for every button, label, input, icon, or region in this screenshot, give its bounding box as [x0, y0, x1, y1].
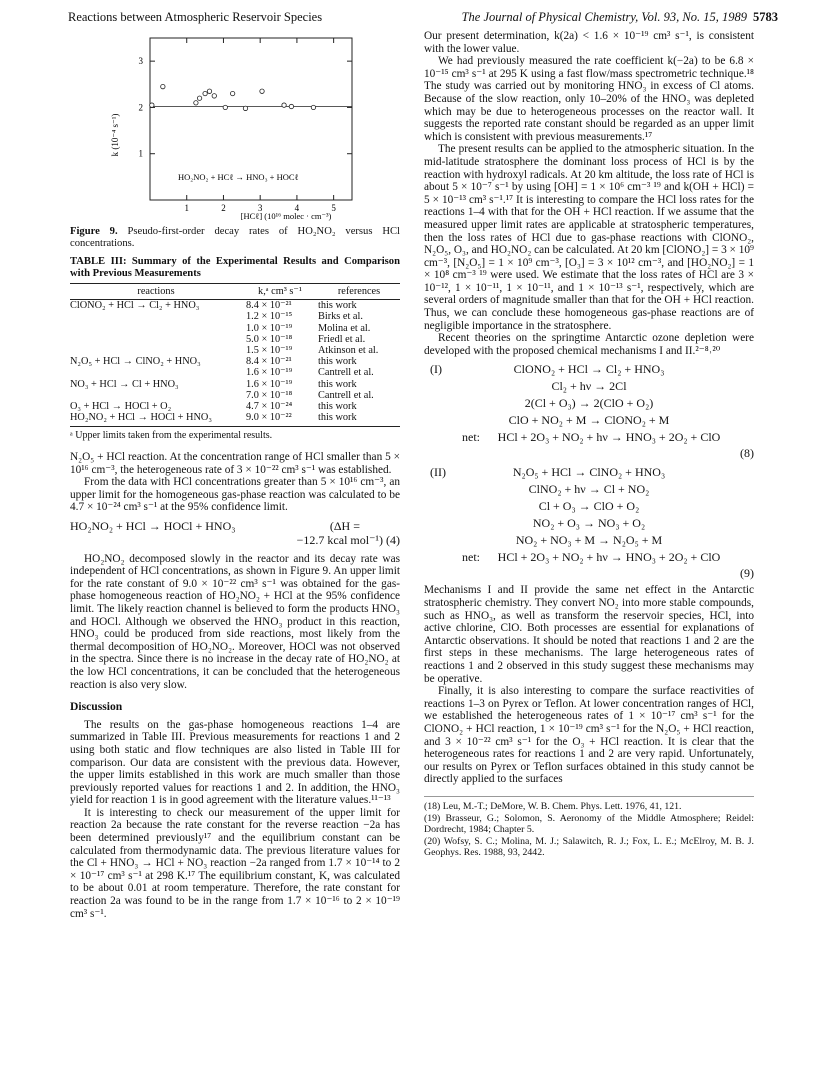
equation-4 — [70, 520, 400, 533]
paragraph: The results on the gas-phase homogeneous reactions 1–4 are summarized in Table III. Previous measurements for reactions 1 and 2 using both static and flow techniques are also listed in Table III for comparison. Our data are consistent with the previous data. However, the upper limits established in this work are much smaller than those previously reported values for reactions 1 and 2. In addition, the HNO₃ yield for reaction 1 is in good agreement with the literature values.¹¹⁻¹³ — [70, 718, 400, 807]
paragraph: Mechanisms I and II provide the same net effect in the Antarctic stratospheric chemistry. They convert NO₂ into more stable compounds, such as HNO₃, as well as transform the reservoir species, HCl, into active chlorine, ClO. Both processes are essential for explanations of Antarctic observations. It should be noted that reactions 1 and 2 are the first steps in these mechanisms. The large heterogeneous rates of reactions 1 and 2 observed in this study suggest these mechanisms may be operative. — [424, 584, 754, 685]
table-cell-reaction: O₃ + HCl → HOCl + O₂ — [70, 401, 172, 413]
figure-caption-label: Figure 9. — [70, 226, 118, 237]
paragraph: It is interesting to check our measurement of the upper limit for reaction 2a because the rate constant for the reverse reaction −2a has been determined previously¹⁷ and the equilibrium constant can be calculated from thermodynamic data. The previous literature values for the Cl + HNO₃ → HCl + NO₃ reaction −2a ranged from 1.7 × 10⁻¹⁴ to 2 × 10⁻¹⁷ cm³ s⁻¹ at 298 K.¹⁷ The equilibrium constant, K, was calculated to be about 0.01 at room temperature. Therefore, the rate constant for reaction 2a was found to be in the range from 1.7 × 10⁻¹⁶ to 2 × 10⁻¹⁹ cm³ s⁻¹. — [70, 806, 400, 920]
paragraph: We had previously measured the rate coefficient k(−2a) to be 6.8 × 10⁻¹⁵ cm³ s⁻¹ at 295 K using a fast flow/mass spectrometric technique.¹⁸ The study was carried out by monitoring HNO₃ in excess of Cl atoms. Because of the slow reaction, only 10–20% of the HNO₃ was depleted which may be due to heterogeneous processes on the reactor wall. It suggests the reported rate constant should be regarded as an upper limit which is consistent with previous measurements.¹⁷ — [424, 55, 754, 143]
mechanism-step: NO₂ + NO₃ + M → N₂O₅ + M — [515, 533, 663, 548]
table-row — [70, 390, 400, 401]
y-tick-label: 2 — [138, 102, 143, 113]
y-tick-label: 1 — [138, 148, 143, 159]
table-cell-reference: this work — [318, 378, 357, 390]
table-cell-reaction — [70, 390, 242, 401]
reference-item: (18) Leu, M.-T.; DeMore, W. B. Chem. Phys. Lett. 1976, 41, 121. — [424, 800, 682, 812]
x-tick-label: 1 — [184, 203, 189, 213]
table-cell-reaction: ClONO₂ + HCl → Cl₂ + HNO₃ — [70, 300, 200, 312]
paragraph: Our present determination, k(2a) < 1.6 × 10⁻¹⁹ cm³ s⁻¹, is consistent with the lower value. — [424, 30, 754, 55]
right-column — [424, 30, 754, 859]
y-axis-label: k (10⁻⁴ s⁻¹) — [110, 113, 120, 157]
y-tick-label: 3 — [138, 56, 143, 67]
data-point — [289, 104, 293, 108]
journal-citation: The Journal of Physical Chemistry, Vol. 93, No. 15, 1989 — [461, 10, 747, 24]
paragraph: From the data with HCl concentrations greater than 5 × 10¹⁶ cm⁻³, an upper limit for the homogeneous gas-phase reaction was calculated to be 4.7 × 10⁻²⁴ cm³ s⁻¹ at the 95% confidence limit. — [70, 476, 400, 514]
table-footnote: ᵃ Upper limits taken from the experimental results. — [70, 430, 273, 442]
data-point — [212, 94, 216, 98]
table-cell-reaction — [70, 345, 242, 356]
mechanism-step: 2(Cl + O₃) → 2(ClO + O₂) — [524, 396, 654, 411]
data-point — [282, 103, 286, 107]
mechanism-step: ClO + NO₂ + M → ClONO₂ + M — [508, 413, 670, 428]
mechanism-1-label: (I) — [430, 362, 442, 377]
table-row — [70, 379, 400, 390]
table-cell-reference: Molina et al. — [318, 322, 371, 334]
x-tick-label: 3 — [257, 203, 263, 213]
table-cell-reference: this work — [318, 300, 357, 312]
table-cell-k: 1.6 × 10⁻¹⁹ — [246, 378, 293, 390]
mechanism-1 — [424, 361, 754, 460]
data-point — [161, 84, 165, 88]
table-cell-reference: Birks et al. — [318, 311, 363, 323]
mechanism-step: (II) N₂O₅ + HCl → ClNO₂ + HNO₃ — [430, 465, 666, 480]
equation-number-8: (8) — [740, 446, 754, 461]
running-header-journal — [462, 10, 778, 25]
mechanism-2-label: (II) — [430, 465, 446, 480]
table-cell-k: 4.7 × 10⁻²⁴ — [246, 401, 293, 413]
table-cell-reference: Cantrell et al. — [318, 389, 374, 401]
data-point — [260, 89, 264, 93]
table-cell-reference: this work — [318, 412, 400, 427]
mechanism-step: (I) ClONO₂ + HCl → Cl₂ + HNO₃ — [430, 362, 665, 377]
data-point — [311, 105, 315, 109]
table-cell-reference: this work — [318, 356, 357, 368]
equation-4-dh: (ΔH = — [329, 519, 360, 533]
table-cell-reference: Atkinson et al. — [318, 345, 379, 357]
section-heading: Discussion — [70, 700, 123, 714]
data-point — [194, 101, 198, 105]
table-cell-reaction — [70, 323, 242, 334]
figure-caption — [70, 226, 400, 250]
table-cell-reaction: NO₃ + HCl → Cl + HNO₃ — [70, 378, 179, 390]
table-cell-k: 1.5 × 10⁻¹⁹ — [246, 345, 293, 357]
reference-item: (20) Wofsy, S. C.; Molina, M. J.; Salawitch, R. J.; Fox, L. E.; McElroy, M. B. J. Geophys. Res. 1988, 93, 2442. — [424, 835, 754, 858]
table-header-reactions: reactions — [70, 284, 242, 300]
mechanism-step: NO₂ + O₃ → NO₃ + O₂ — [532, 516, 646, 531]
net-label: net: — [462, 430, 480, 445]
table-row — [70, 300, 400, 312]
table-cell-reaction: HO₂NO₂ + HCl → HOCl + HNO₃ — [70, 412, 242, 427]
figure-9 — [90, 30, 400, 222]
equation-4-value: −12.7 kcal mol⁻¹) (4) — [296, 532, 400, 547]
figure-9-chart — [90, 30, 390, 222]
figure-caption-text: Pseudo-first-order decay rates of HO₂NO₂ versus HCl concentrations. — [70, 226, 400, 249]
table-row — [70, 323, 400, 334]
table-row — [70, 367, 400, 378]
table-header-k: k,ᵃ cm³ s⁻¹ — [242, 284, 318, 300]
mechanism-step: Cl₂ + hν → 2Cl — [551, 379, 627, 394]
mechanism-step: ClNO₂ + hν → Cl + NO₂ — [528, 482, 650, 497]
table-cell-reaction: N₂O₅ + HCl → ClNO₂ + HNO₃ — [70, 356, 201, 368]
net-reaction-8: net: HCl + 2O₃ + NO₂ + hν → HNO₃ + 2O₂ + ClO — [462, 430, 721, 445]
table-cell-reaction — [70, 367, 242, 378]
net-reaction-9: net: HCl + 2O₃ + NO₂ + hν → HNO₃ + 2O₂ + ClO — [462, 550, 721, 565]
equation-4-reaction: HO₂NO₂ + HCl → HOCl + HNO₃ — [70, 519, 236, 533]
table-cell-reaction — [70, 311, 242, 322]
table-cell-k: 8.4 × 10⁻²¹ — [246, 300, 292, 312]
x-tick-label: 4 — [294, 203, 300, 213]
table-cell-k: 7.0 × 10⁻¹⁸ — [246, 389, 293, 401]
x-axis-label: [HCℓ] (10¹⁶ molec · cm⁻³) — [240, 211, 332, 221]
data-point — [223, 105, 227, 109]
figure-annotation: HO₂NO₂ + HCℓ → HNO₃ + HOCℓ — [178, 172, 299, 182]
table-cell-k: 5.0 × 10⁻¹⁸ — [246, 333, 293, 345]
equation-number-9: (9) — [740, 566, 754, 581]
table-cell-k: 1.0 × 10⁻¹⁹ — [246, 322, 293, 334]
x-tick-label: 2 — [221, 203, 226, 213]
paragraph: The present results can be applied to the atmospheric situation. In the mid-latitude stratosphere the dominant loss process of HCl is by the reaction with hydroxyl radicals. At 20 km altitude, the loss rate of HCl is about 5 × 10⁻⁷ s⁻¹ by using [OH] = 1 × 10⁶ cm⁻³ ¹⁹ and k(OH + HCl) = 5 × 10⁻¹³ cm³ s⁻¹.¹⁷ It is interesting to compare the HCl loss rates for the reactions 1–4 with that for the OH + HCl reaction. If we assume that the measured upper limit rates are applicable at stratospheric temperatures, then the loss rates of HCl due to gas-phase reactions with ClONO₂, N₂O₅, O₃, and HO₂NO₂ can be calculated. At 20 km [ClONO₂] = 3 × 10⁹ cm⁻³, [N₂O₅] = 1 × 10⁹ cm⁻³, [O₃] = 3 × 10¹² cm⁻³, and [HO₂NO₂] = 1 × 10⁸ cm⁻³ ¹⁹ were used. We estimate that the loss rates of HCl are 3 × 10⁻¹², 1 × 10⁻¹¹, 1 × 10⁻¹¹, and 1 × 10⁻¹³ s⁻¹, respectively, which are several orders of magnitude smaller than that for the OH + HCl reaction. Thus, we can conclude these homogeneous gas-phase reactions are of negligible importance in the stratosphere. — [424, 143, 754, 332]
table-cell-k: 1.2 × 10⁻¹⁵ — [246, 311, 293, 323]
table-cell-k: 1.6 × 10⁻¹⁹ — [246, 367, 293, 379]
table-cell-k: 9.0 × 10⁻²² — [242, 412, 318, 427]
mechanism-step: Cl + O₃ → ClO + O₂ — [538, 499, 640, 514]
data-point — [207, 89, 211, 93]
table-header-references: references — [318, 284, 400, 300]
table-cell-reaction — [70, 334, 242, 345]
table-cell-reference: Friedl et al. — [318, 333, 366, 345]
net-label: net: — [462, 550, 480, 565]
references — [424, 796, 754, 858]
table-cell-reference: this work — [318, 401, 357, 413]
paragraph: HO₂NO₂ decomposed slowly in the reactor and its decay rate was independent of HCl concentrations, as shown in Figure 9. An upper limit for the rate constant of 9.0 × 10⁻²² cm³ s⁻¹ was obtained for the gas-phase homogeneous reaction of HO₂NO₂ + HCl at the 95% confidence limit. The likely reaction channel is believed to form the products HNO₃ and HOCl. Although we observed the HNO₃ product in this reaction, HNO₃ could be produced from side reactions, most likely from the thermal decomposition of HO₂NO₂. Moreover, HOCl was not observed in the spectra. Since there is no increase in the decay rate of HO₂NO₂ at the low HCl concentrations, it can be concluded that the heterogeneous reaction is also very slow. — [70, 552, 400, 691]
x-tick-label: 5 — [331, 203, 336, 213]
table-row — [70, 345, 400, 356]
table-cell-reference: Cantrell et al. — [318, 367, 374, 379]
data-point — [203, 91, 207, 95]
data-point — [150, 103, 154, 107]
reference-item: (19) Brasseur, G.; Solomon, S. Aeronomy of the Middle Atmosphere; Reidel: Dordrecht, 1984; Chapter 5. — [424, 812, 754, 835]
table-cell-k: 8.4 × 10⁻²¹ — [246, 356, 292, 368]
table-row — [70, 356, 400, 367]
results-table — [70, 283, 400, 427]
running-header-title: Reactions between Atmospheric Reservoir Species — [68, 10, 323, 24]
paragraph: Finally, it is also interesting to compare the surface reactivities of reactions 1–3 on Pyrex or Teflon. At lower concentration ranges of HCl, we established the heterogeneous rates of 1 × 10⁻¹⁷ cm³ s⁻¹ for the ClONO₂ + HCl reaction, 1 × 10⁻¹⁹ cm³ s⁻¹ for the N₂O₅ + HCl reaction, and 3 × 10⁻²² cm³ s⁻¹ for the O₃ + HCl reaction. It is clear that the heterogeneous rates for reactions 1 and 2 are very rapid. Unfortunately, our results on Pyrex or Teflon surfaces obtained in this study cannot be directly applied to the surfaces — [424, 685, 754, 786]
paragraph: Recent theories on the springtime Antarctic ozone depletion were developed with the proposed chemical mechanisms I and II.²⁻⁸˒²⁰ — [424, 332, 754, 357]
table-row — [70, 334, 400, 345]
paragraph: N₂O₅ + HCl reaction. At the concentration range of HCl smaller than 5 × 10¹⁶ cm⁻³, the heterogeneous rate of 3 × 10⁻²² cm³ s⁻¹ was established. — [70, 451, 400, 476]
data-point — [243, 106, 247, 110]
mechanism-2 — [424, 464, 754, 580]
data-point — [197, 96, 201, 100]
table-row — [70, 401, 400, 412]
table-row — [70, 311, 400, 322]
table-header-row — [70, 284, 400, 300]
data-point — [230, 91, 234, 95]
page-number: 5783 — [753, 10, 778, 24]
left-column — [70, 30, 400, 920]
table-title: TABLE III: Summary of the Experimental Results and Comparison with Previous Measurements — [70, 256, 400, 279]
table-row — [70, 412, 400, 427]
